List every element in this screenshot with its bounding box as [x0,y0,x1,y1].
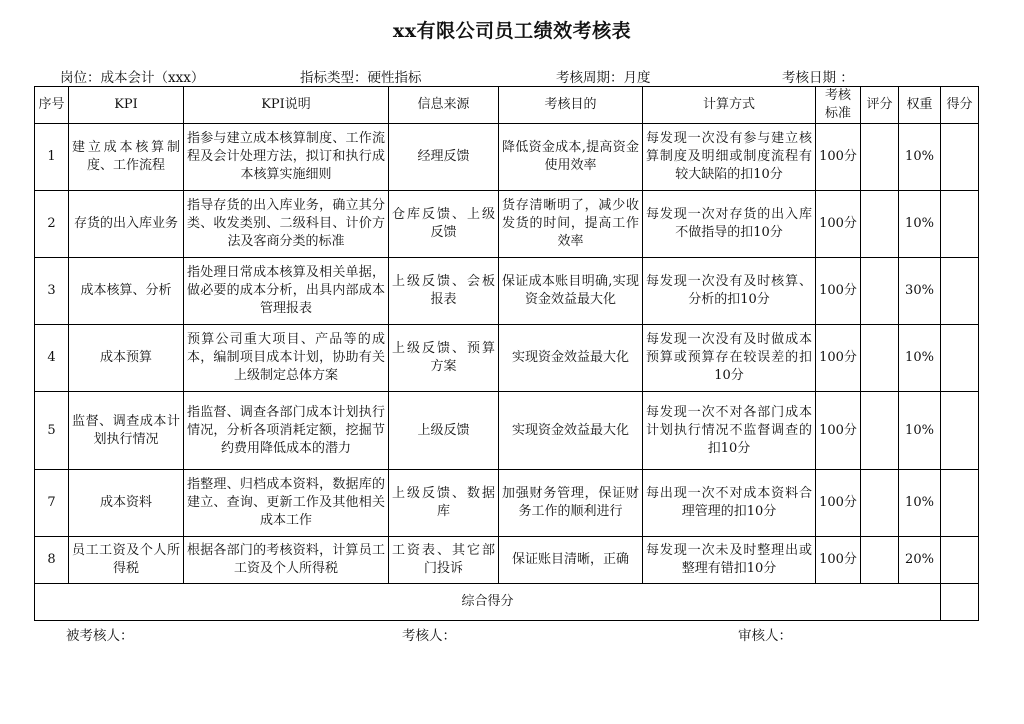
row-number: 1 [35,124,69,191]
weight-cell: 10% [899,470,941,537]
info-source: 上级反馈、预算方案 [389,325,499,392]
table-row [35,392,979,470]
header-standard: 考核标准 [816,87,861,124]
total-row [35,584,979,621]
result-cell [941,470,979,537]
kpi-description: 指参与建立成本核算制度、工作流程及会计处理方法，拟订和执行成本核算实施细则 [184,124,389,191]
row-number: 4 [35,325,69,392]
score-cell [861,258,899,325]
weight-cell: 20% [899,537,941,584]
kpi-name: 监督、调查成本计划执行情况 [69,392,184,470]
row-number: 2 [35,191,69,258]
calculation-method: 每发现一次对存货的出入库不做指导的扣10分 [643,191,816,258]
header-desc: KPI说明 [184,87,389,124]
calculation-method: 每发现一次未及时整理出或整理有错扣10分 [643,537,816,584]
date-label: 考核日期 ： [782,70,854,86]
weight-cell: 10% [899,392,941,470]
kpi-description: 预算公司重大项目、产品等的成本，编制项目成本计划，协助有关上级制定总体方案 [184,325,389,392]
reviewer-label: 审核人： [738,628,792,644]
table-row [35,124,979,191]
kpi-description: 指导存货的出入库业务，确立其分类、收发类别、二级科目、计价方法及客商分类的标准 [184,191,389,258]
weight-cell: 30% [899,258,941,325]
assessment-purpose: 加强财务管理，保证财务工作的顺利进行 [499,470,643,537]
info-source: 上级反馈 [389,392,499,470]
kpi-description: 指处理日常成本核算及相关单据，做必要的成本分析，出具内部成本管理报表 [184,258,389,325]
kpi-description: 指监督、调查各部门成本计划执行情况，分析各项消耗定额，挖掘节约费用降低成本的潜力 [184,392,389,470]
result-cell [941,191,979,258]
indicator-type-label: 指标类型：硬性指标 [300,70,422,86]
kpi-table [34,86,979,621]
result-cell [941,537,979,584]
kpi-name: 成本预算 [69,325,184,392]
header-score: 评分 [861,87,899,124]
header-purpose: 考核目的 [499,87,643,124]
result-cell [941,325,979,392]
kpi-name: 建立成本核算制度、工作流程 [69,124,184,191]
table-row [35,325,979,392]
assessor-label: 考核人： [402,628,456,644]
result-cell [941,392,979,470]
row-number: 8 [35,537,69,584]
row-number: 5 [35,392,69,470]
weight-cell: 10% [899,124,941,191]
table-row [35,191,979,258]
table-row [35,537,979,584]
info-source: 仓库反馈、上级反馈 [389,191,499,258]
info-source: 经理反馈 [389,124,499,191]
kpi-name: 员工工资及个人所得税 [69,537,184,584]
assessment-standard: 100分 [816,537,861,584]
score-cell [861,191,899,258]
header-kpi: KPI [69,87,184,124]
header-weight: 权重 [899,87,941,124]
weight-cell: 10% [899,325,941,392]
header-result: 得分 [941,87,979,124]
assessment-standard: 100分 [816,392,861,470]
assessee-label: 被考核人： [66,628,134,644]
info-source: 工资表、其它部门投诉 [389,537,499,584]
calculation-method: 每发现一次不对各部门成本计划执行情况不监督调查的扣10分 [643,392,816,470]
result-cell [941,124,979,191]
kpi-description: 指整理、归档成本资料，数据库的建立、查询、更新工作及其他相关成本工作 [184,470,389,537]
score-cell [861,537,899,584]
assessment-standard: 100分 [816,191,861,258]
info-source: 上级反馈、会板报表 [389,258,499,325]
period-label: 考核周期：月度 [556,70,651,86]
kpi-name: 成本资料 [69,470,184,537]
score-cell [861,325,899,392]
assessment-purpose: 保证账目清晰，正确 [499,537,643,584]
info-source: 上级反馈、数据库 [389,470,499,537]
table-row [35,470,979,537]
calculation-method: 每发现一次没有及时做成本预算或预算存在较误差的扣10分 [643,325,816,392]
result-cell [941,258,979,325]
header-no: 序号 [35,87,69,124]
assessment-standard: 100分 [816,258,861,325]
signature-line [0,624,1024,644]
row-number: 3 [35,258,69,325]
table-row [35,258,979,325]
score-cell [861,470,899,537]
assessment-purpose: 实现资金效益最大化 [499,392,643,470]
position-label: 岗位：成本会计（xxx） [60,70,205,86]
score-cell [861,124,899,191]
assessment-purpose: 保证成本账目明确,实现资金效益最大化 [499,258,643,325]
kpi-description: 根据各部门的考核资料，计算员工工资及个人所得税 [184,537,389,584]
total-score [941,584,979,621]
assessment-purpose: 货存清晰明了，减少收发货的时间，提高工作效率 [499,191,643,258]
info-line [0,66,1024,86]
score-cell [861,392,899,470]
page-title: xx有限公司员工绩效考核表 [392,20,632,42]
assessment-standard: 100分 [816,124,861,191]
calculation-method: 每发现一次没有参与建立核算制度及明细或制度流程有较大缺陷的扣10分 [643,124,816,191]
calculation-method: 每出现一次不对成本资料合理管理的扣10分 [643,470,816,537]
kpi-name: 成本核算、分析 [69,258,184,325]
assessment-standard: 100分 [816,470,861,537]
header-method: 计算方式 [643,87,816,124]
assessment-standard: 100分 [816,325,861,392]
header-source: 信息来源 [389,87,499,124]
weight-cell: 10% [899,191,941,258]
total-label: 综合得分 [35,584,941,621]
assessment-purpose: 降低资金成本,提高资金使用效率 [499,124,643,191]
kpi-name: 存货的出入库业务 [69,191,184,258]
table-header-row [35,87,979,124]
row-number: 7 [35,470,69,537]
assessment-purpose: 实现资金效益最大化 [499,325,643,392]
calculation-method: 每发现一次没有及时核算、分析的扣10分 [643,258,816,325]
